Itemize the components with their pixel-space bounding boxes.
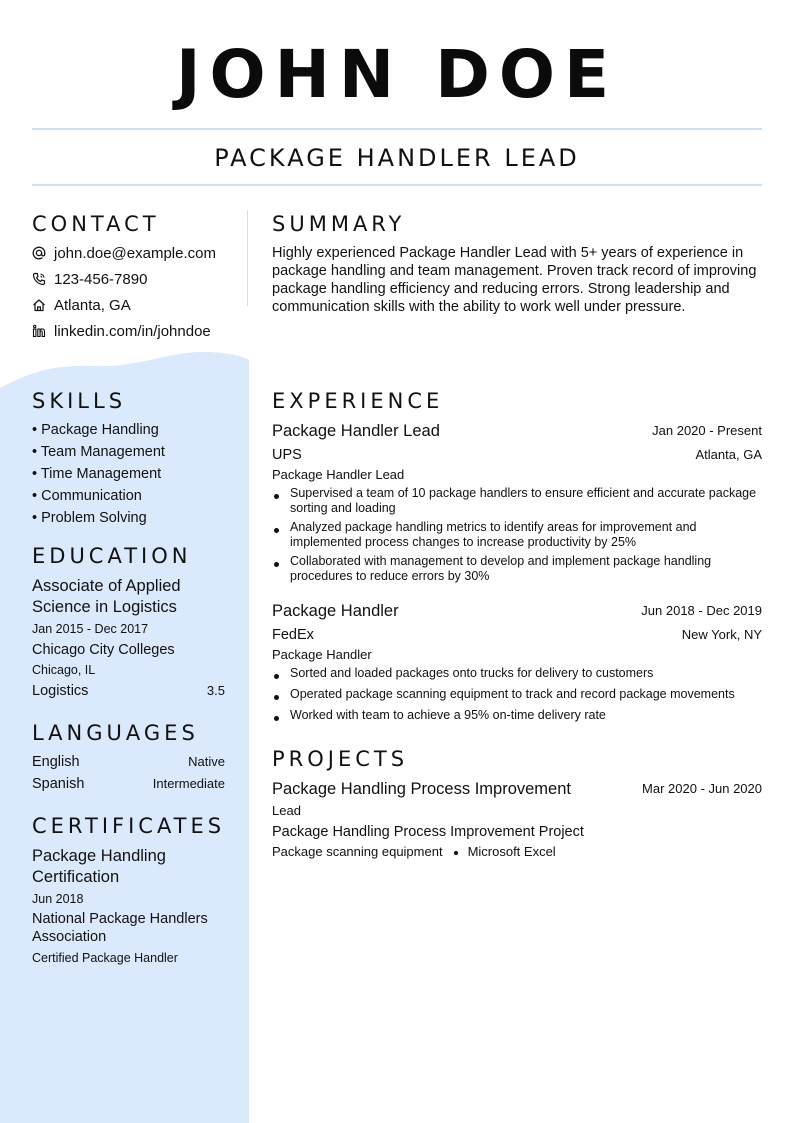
list-item: Supervised a team of 10 package handlers to ensure efficient and accurate package sorting and loading (272, 486, 762, 516)
job-dates: Jan 2020 - Present (652, 423, 762, 438)
language-level: Native (188, 754, 225, 769)
job-company: UPS (272, 447, 302, 463)
certificate-detail: Certified Package Handler (32, 951, 178, 965)
list-item: Analyzed package handling metrics to identify areas for improvement and implemented process changes to increase productivity by 25% (272, 520, 762, 550)
skill-item: • Team Management (32, 444, 165, 460)
job-subtitle: Package Handler Lead (272, 467, 405, 482)
phone-text: 123-456-7890 (54, 270, 148, 288)
contact-linkedin[interactable] (32, 321, 211, 341)
experience-heading: EXPERIENCE (272, 389, 444, 413)
job-bullets (272, 666, 762, 729)
job-title: PACKAGE HANDLER LEAD (214, 144, 580, 172)
linkedin-icon (32, 324, 46, 338)
contact-email[interactable] (32, 243, 216, 263)
job-location: Atlanta, GA (695, 447, 762, 462)
education-degree: Associate of Applied Science in Logistics (32, 577, 181, 616)
separator-dot (454, 851, 458, 855)
email-text: john.doe@example.com (54, 244, 216, 262)
job-subtitle: Package Handler (272, 647, 372, 662)
list-item: Sorted and loaded packages onto trucks for delivery to customers (272, 666, 762, 681)
education-dates: Jan 2015 - Dec 2017 (32, 622, 149, 636)
candidate-name: JOHN DOE (175, 36, 619, 113)
language-name: Spanish (32, 776, 85, 792)
language-name: English (32, 754, 80, 770)
skill-item: • Problem Solving (32, 510, 147, 526)
education-location: Chicago, IL (32, 663, 96, 677)
project-tool: Package scanning equipment (272, 844, 443, 859)
job-role: Package Handler Lead (272, 422, 440, 440)
languages-heading: LANGUAGES (32, 721, 199, 745)
at-icon (32, 246, 46, 260)
job-company: FedEx (272, 627, 314, 643)
skill-item: • Package Handling (32, 422, 159, 438)
certificates-heading: CERTIFICATES (32, 814, 226, 838)
skill-item: • Time Management (32, 466, 162, 482)
list-item: Operated package scanning equipment to track and record package movements (272, 687, 762, 702)
home-icon (32, 298, 46, 312)
project-role: Lead (272, 803, 301, 818)
job-bullets (272, 486, 762, 588)
project-title: Package Handling Process Improvement Project (272, 824, 584, 840)
education-heading: EDUCATION (32, 544, 192, 568)
contact-phone[interactable] (32, 269, 147, 289)
project-tool: Microsoft Excel (467, 844, 556, 859)
education-gpa: 3.5 (206, 683, 225, 698)
header-rule-top (32, 128, 762, 130)
skill-item: • Communication (32, 488, 142, 504)
project-dates: Mar 2020 - Jun 2020 (642, 781, 762, 796)
education-school: Chicago City Colleges (32, 642, 175, 658)
job-role: Package Handler (272, 602, 399, 620)
project-tools (272, 844, 556, 860)
job-location: New York, NY (681, 627, 762, 642)
project-name: Package Handling Process Improvement (272, 780, 571, 798)
header-rule-bottom (32, 184, 762, 186)
column-divider (247, 210, 248, 306)
summary-text: Highly experienced Package Handler Lead with 5+ years of experience in package handling and team management. Proven track record of improving package handling efficiency and reducing errors. Strong leadership and communication skills with the ability to work well under pressure. (272, 245, 757, 315)
job-dates: Jun 2018 - Dec 2019 (641, 603, 762, 618)
summary-heading: SUMMARY (272, 212, 406, 236)
language-level: Intermediate (152, 776, 225, 791)
skills-heading: SKILLS (32, 389, 127, 413)
certificate-name: Package Handling Certification (32, 847, 166, 886)
projects-heading: PROJECTS (272, 747, 409, 771)
location-text: Atlanta, GA (54, 296, 131, 314)
contact-heading: CONTACT (32, 212, 160, 236)
education-field: Logistics (32, 683, 89, 699)
contact-location (32, 295, 131, 315)
list-item: Worked with team to achieve a 95% on-time delivery rate (272, 708, 762, 723)
certificate-date: Jun 2018 (32, 892, 84, 906)
linkedin-text: linkedin.com/in/johndoe (54, 322, 211, 340)
certificate-issuer: National Package Handlers Association (32, 911, 208, 945)
phone-icon (32, 272, 46, 286)
list-item: Collaborated with management to develop and implement package handling procedures to reduce errors by 30% (272, 554, 762, 584)
